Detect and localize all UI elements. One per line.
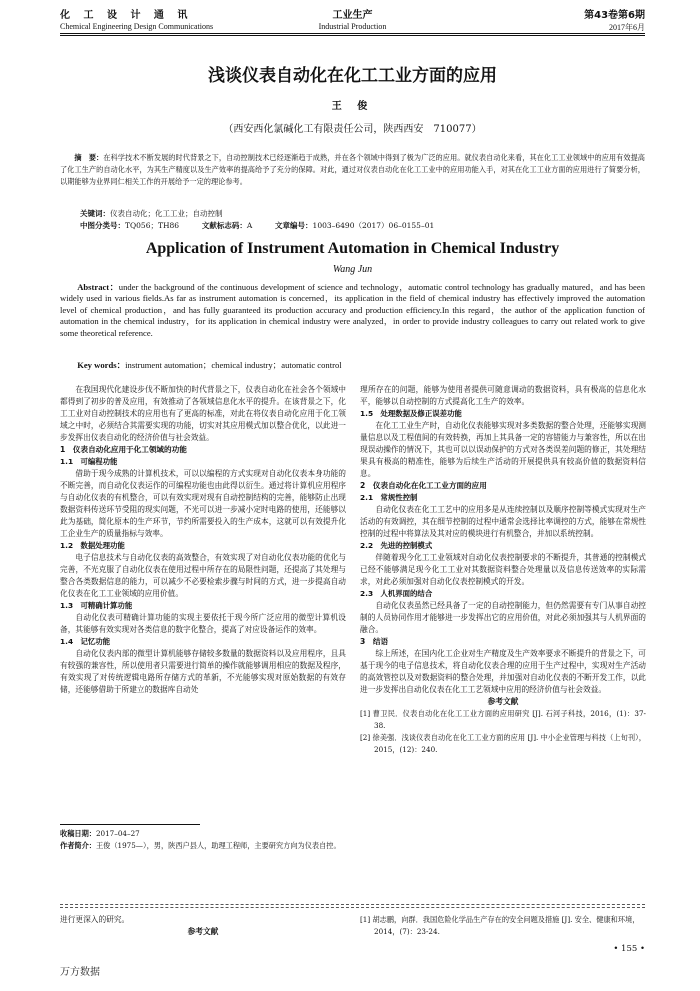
- watermark: 万方数据: [60, 967, 100, 978]
- reference-1: [1] 曹卫民．仪表自动化在化工工业方面的应用研究 [J]. 石河子科技，2016，(1)：37-38.: [360, 709, 646, 730]
- received-label: 收稿日期：: [60, 829, 96, 838]
- column-name-en: Industrial Production: [318, 22, 387, 31]
- column-name-cn: 工业生产: [332, 10, 373, 21]
- english-keywords-label: Key words：: [77, 360, 126, 370]
- section-1-3-heading: 1.3 可精确计算功能: [60, 601, 133, 610]
- footnote-rule: [60, 824, 200, 825]
- section-2-2-text: 伴随着现今化工工业领域对自动化仪表控制要求的不断提升，其普通的控制模式已经不能够满足现今化工工业对其数据资料整合处理量以及信息传送效率的实际需求，对此必须加强对自动化仪表控制模式的开发。: [360, 553, 646, 586]
- page-number: • 155 •: [613, 944, 645, 954]
- english-keywords-text: instrument automation；chemical industry；automatic control: [125, 360, 342, 370]
- left-column: [60, 384, 346, 696]
- section-2-3-heading: 2.3 人机界面的结合: [360, 589, 433, 598]
- journal-name-en: Chemical Engineering Design Communications: [60, 22, 214, 31]
- journal-name-cn: 化 工 设 计 通 讯: [60, 10, 193, 21]
- keywords-text: 仪表自动化；化工工业；自动控制: [110, 209, 223, 218]
- volume-issue: 第43卷第6期: [584, 10, 645, 21]
- abstract-cn: [60, 152, 645, 188]
- continuation-refs-heading: 参考文献: [187, 927, 219, 936]
- continuation-left: [60, 914, 346, 938]
- affiliation: （西安西化氯碱化工有限责任公司，陕西西安 710077）: [223, 124, 482, 135]
- abstract-label: 摘 要：: [74, 153, 104, 162]
- section-1-5-text: 在化工工业生产时，自动化仪表能够实现对多类数据的整合处理，还能够实现测量信息以及工程值间的有效转换，再加上其具备一定的容错能力与兼容性，所以在出现误动操作的情况下，其也可以以误动保护的方式对各类误差问题的修正，其处理结果具有极高的精准性，能够为后续生产活动的开展提供具有较高价值的数据资料信息。: [360, 421, 646, 478]
- section-1-1-text: 借助于现今成熟的计算机技术，可以以编程的方式实现对自动化仪表本身功能的不断完善，而自动化仪表运作的可编程功能也由此得以衍生。通过将计算机应用程序与自动化仪表的有机整合，可以有效实现对现有自动控制结构的完善，能够防止出现数据资料传送环节受阻的现实问题，不光可以进一步减小定时电路的使用，还能够以此为基础，简化原本的生产环节，节约所需要投入的生产成本，这就可以有效提升化工企业生产的质量指标与效率。: [60, 469, 346, 538]
- section-1-2-heading: 1.2 数据处理功能: [60, 541, 125, 550]
- english-abstract: [60, 282, 645, 339]
- abstract-text: 在科学技术不断发展的时代背景之下，自动控制技术已经逐渐趋于成熟，并在各个领域中得到了极为广泛的应用。就仪表自动化来看，其在化工工业领域中的应用有效提高了化工生产的自动化水平，为其生产精度以及生产效率的提高给予了充分的保障。对此，通过对仪表自动化在化工工业中的应用功能入手，对其在化工工业方面的应用进行了简要分析，以期能够为业界同仁相关工作的开展给予一定的理论参考。: [60, 153, 645, 186]
- english-abstract-text: under the background of the continuous development of science and technology，automatic control technology has gradually matured，and has been widely used in various fields.As far as instrument automation is concerned，its application in the field of chemical industry has effectively improved the automation level of chemical production，and has fully guaranteed its production accuracy and production efficiency.In this regard，the author of the application function of automation in the chemical industry，for its application in chemical industry were analyzed，in order to provide industry colleagues to carry out related work to give some theoretical reference.: [60, 282, 645, 338]
- article-no-label: 文章编号：: [275, 221, 313, 230]
- article-no-value: 1003–6490（2017）06–0155–01: [312, 221, 435, 230]
- continuation-divider-2: [60, 907, 645, 908]
- footnote-author-bio: [60, 840, 346, 852]
- header-rule-thin: [60, 35, 645, 36]
- section-1-heading: 1 仪表自动化应用于化工领域的功能: [60, 445, 187, 454]
- right-column: [360, 384, 646, 756]
- clc-value: TQ056；TH86: [125, 221, 180, 230]
- section-1-1-heading: 1.1 可编程功能: [60, 457, 118, 466]
- section-1-4-text: 自动化仪表内部的微型计算机能够存储较多数量的数据资料以及应用程序，且具有较强的兼容性，所以使用者只需要进行简单的操作就能够调用相应的数据及程序，有效实现了对传统逻辑电路所存储方式的革新，不光能够实现对原始数据的有效存储，还能够借助于所建立的数据库自动处: [60, 649, 346, 694]
- article-title: 浅谈仪表自动化在化工工业方面的应用: [208, 66, 497, 86]
- english-author: Wang Jun: [332, 264, 373, 275]
- continuation-reference: [1] 胡志鹏，向群．我国危险化学品生产存在的安全问题及措施 [J]. 安全、健康和环境，2014，(7)：23-24.: [360, 915, 640, 936]
- keywords-label: 关键词：: [80, 209, 110, 218]
- section-2-2-heading: 2.2 先进的控制模式: [360, 541, 433, 550]
- reference-2: [2] 徐美强．浅谈仪表自动化在化工工业方面的应用 [J]. 中小企业管理与科技（上旬刊），2015，(12)：240.: [360, 733, 646, 754]
- section-1-3-text: 自动化仪表可精确计算功能的实现主要依托于现今所广泛应用的微型计算机设备，其能够有效实现对各类信息的数字化整合，提高了对应设备运作的效率。: [60, 613, 346, 634]
- english-keywords: [60, 360, 645, 371]
- intro-paragraph: 在我国现代化建设步伐不断加快的时代背景之下，仪表自动化在社会各个领域中都得到了初步的普及应用，有效推动了各领域信息化水平的提升。在该背景之下，化工工业对自动控制技术的应用也有了更高的标准，对此在将仪表自动化应用于化工领域之中时，必须结合其需要实现的功能，切实对其应用模式加以整合优化，以此进一步发挥出仪表自动化的经济价值与社会效益。: [60, 385, 346, 442]
- section-1-2-text: 电子信息技术与自动化仪表的高效整合，有效实现了对自动化仪表功能的优化与完善，不光克服了自动化仪表在使用过程中所存在的局限性问题，还提高了其处理与整合各类数据信息的能力，可以减少不必要检索步骤与时间的方式，进一步提高自动化仪表在化工工业领域的应用价值。: [60, 553, 346, 598]
- section-2-heading: 2 仪表自动化在化工工业方面的应用: [360, 481, 487, 490]
- section-2-3-text: 自动化仪表虽然已经具备了一定的自动控制能力，但仍然需要有专门从事自动控制的人员协同作用才能够进一步发挥出它的应用价值，对此必须加强其与人机界面的融合。: [360, 601, 646, 634]
- clc-label: 中图分类号：: [80, 221, 125, 230]
- author-bio-text: 王俊（1975—），男，陕西户县人，助理工程师，主要研究方向为仪表自控。: [95, 841, 341, 850]
- english-abstract-label: Abstract：: [77, 282, 119, 292]
- references-heading: 参考文献: [487, 697, 519, 706]
- author-bio-label: 作者简介：: [60, 841, 96, 850]
- continued-paragraph: 理所存在的问题，能够为使用者提供可随意调动的数据资料，具有极高的信息化水平，能够以自动控制的方式提高化工生产的效率。: [360, 385, 646, 406]
- english-title: Application of Instrument Automation in Chemical Industry: [145, 240, 560, 257]
- section-1-4-heading: 1.4 记忆功能: [60, 637, 111, 646]
- doc-code-label: 文献标志码：: [201, 221, 247, 230]
- section-1-5-heading: 1.5 处理数据及修正误差功能: [360, 409, 462, 418]
- section-2-1-heading: 2.1 常规性控制: [360, 493, 418, 502]
- section-3-text: 综上所述，在国内化工企业对生产精度及生产效率要求不断提升的背景之下，可基于现今的电子信息技术，将自动化仪表合理的应用于生产过程中，实现对生产活动的高效管控以及对数据资料的整合处理，并加强对自动化仪表的不断开发工作，以此进一步发挥出自动化仪表在化工工艺领域中应用的经济价值与社会效益。: [360, 649, 646, 694]
- doc-code-value: A: [246, 221, 253, 230]
- issue-date: 2017年6月: [609, 23, 645, 32]
- keywords-cn: [80, 208, 645, 220]
- classification-line: [80, 220, 645, 232]
- header-rule: [60, 33, 645, 34]
- footnote-received: [60, 828, 346, 840]
- continuation-text: 进行更深入的研究。: [60, 915, 130, 924]
- section-3-heading: 3 结语: [360, 637, 389, 646]
- received-date: 2017–04–27: [95, 829, 140, 838]
- continuation-divider: [60, 904, 645, 905]
- author-name: 王 俊: [331, 101, 374, 112]
- section-2-1-text: 自动化仪表在化工工艺中的应用多是从连续控制以及顺序控制等模式实现对生产活动的有效调控，其在细节控制的过程中通常会选择比率调控的方式，能够在常规性控制的过程中将算法及其对应的模块进行有机整合，并加以系统控制。: [360, 505, 646, 538]
